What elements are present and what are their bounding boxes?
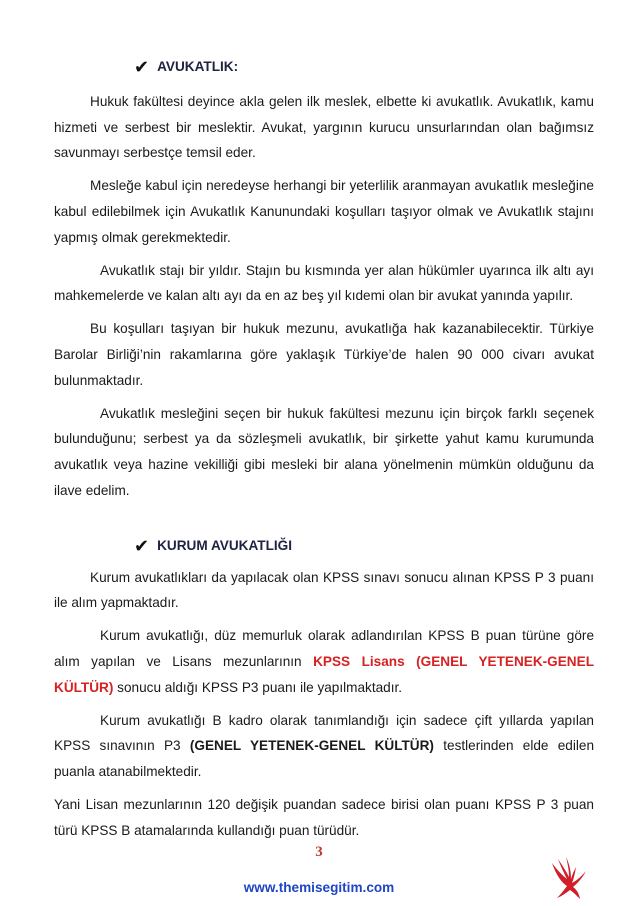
document-body — [54, 52, 594, 851]
highlight-exam-name: KPSS Lisans (GENEL YETENEK-GENEL KÜLTÜR) — [54, 653, 594, 695]
paragraph: Mesleğe kabul için neredeyse herhangi bir yeterlilik aranmayan avukatlık mesleğine kabul edilebilmek için Avukatlık Kanunundaki koşulları taşıyor olmak ve Avukatlık stajını yapmış olmak gerekmektedir. — [54, 178, 594, 245]
paragraph: Avukatlık mesleğini seçen bir hukuk fakültesi mezunu için birçok farklı seçenek bulunduğunu; serbest ya da sözleşmeli avukatlık, bir şirkette yahut kamu kurumunda avukatlık veya hazine vekilliği gibi mesleki bir alana yönelmenin mümkün olduğunu da ilave edelim. — [54, 405, 594, 498]
section-heading-avukatlik — [134, 54, 594, 80]
paragraph — [54, 623, 594, 700]
page-number: 3 — [315, 844, 323, 860]
checkmark-icon: ✔ — [134, 535, 150, 556]
paragraph-text: Kurum avukatlığı, düz memurluk olarak adlandırılan KPSS B puan türüne göre alım yapılan ve Lisans mezunlarının — [54, 628, 594, 669]
paragraph: Hukuk fakültesi deyince akla gelen ilk meslek, elbette ki avukatlık. Avukatlık, kamu hizmeti ve serbest bir meslektir. Avukat, yargının kurucu unsurlarından olan bağımsız savunmayı serbestçe temsil eder. — [54, 93, 594, 161]
paragraph: Avukatlık stajı bir yıldır. Stajın bu kısmında yer alan hükümler uyarınca ilk altı ayı mahkemelerde ve kalan altı ayı da en az beş yıl kıdemi olan bir avukat yanında yapılır. — [54, 262, 594, 304]
paragraph-text: testlerinden elde edilen puanla atanabilmektedir. — [54, 738, 595, 780]
paragraph: Kurum avukatlıkları da yapılacak olan KPSS sınavı sonucu alınan KPSS P 3 puanı ile alım yapmaktadır. — [54, 569, 594, 611]
paragraph-text: Kurum avukatlığı B kadro olarak tanımlandığı için sadece çift yıllarda yapılan KPSS sınavının P3 — [54, 712, 594, 754]
heading-text: KURUM AVUKATLIĞI — [157, 537, 293, 553]
themis-logo — [548, 855, 592, 901]
paragraph — [54, 708, 594, 785]
section-spacer — [54, 511, 594, 533]
paragraph: Bu koşulları taşıyan bir hukuk mezunu, avukatlığa hak kazanabilecektir. Türkiye Barolar Birliği’nin rakamlarına göre yaklaşık Türkiye’de halen 90 000 civarı avukat bulunmaktadır. — [54, 321, 594, 388]
paragraph: Yani Lisan mezunlarının 120 değişik puandan sadece birisi olan puanı KPSS P 3 puan türü KPSS B atamalarında kullandığı puan türüdür. — [54, 796, 594, 838]
checkmark-icon: ✔ — [134, 56, 150, 77]
website-link[interactable]: www.themisegitim.com — [243, 880, 395, 895]
paragraph-text: sonucu aldığı KPSS P3 puanı ile yapılmaktadır. — [113, 679, 403, 695]
highlight-test-name: (GENEL YETENEK-GENEL KÜLTÜR) — [189, 738, 434, 754]
section-heading-kurum-avukatligi — [134, 533, 594, 559]
heading-text: AVUKATLIK: — [157, 59, 239, 74]
